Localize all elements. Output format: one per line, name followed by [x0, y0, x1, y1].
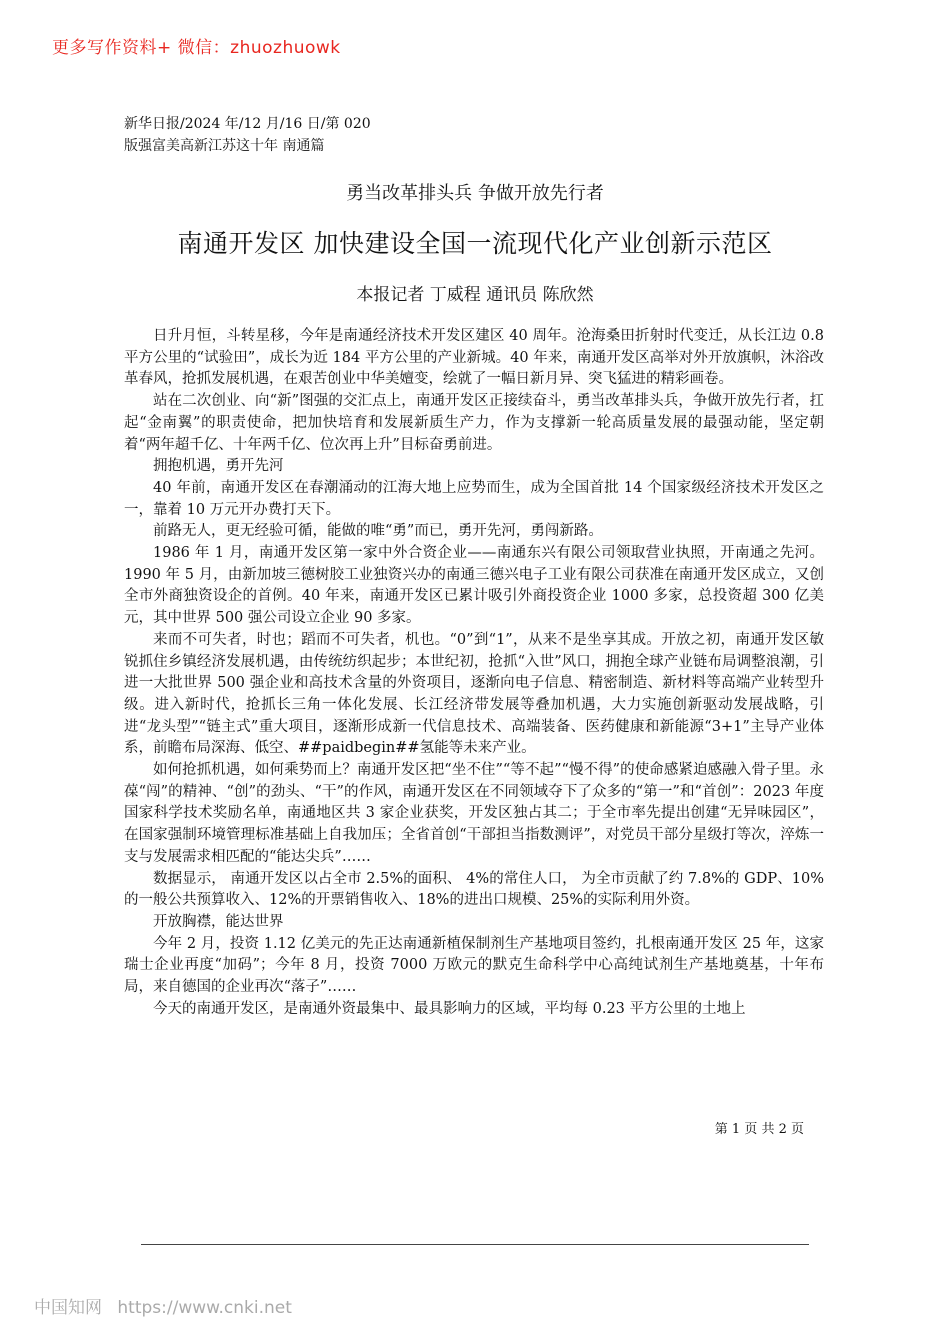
article-headline: 南通开发区 加快建设全国一流现代化产业创新示范区: [177, 229, 773, 258]
paragraph: 40 年前，南通开发区在春潮涌动的江海大地上应势而生，成为全国首批 14 个国家级经济技术开发区之一，靠着 10 万元开办费打天下。: [124, 479, 824, 518]
page-number: 第 1 页 共 2 页: [714, 1122, 804, 1137]
source-citation: [124, 113, 371, 157]
paragraph: 1986 年 1 月，南通开发区第一家中外合资企业——南通东兴有限公司领取营业执照，开南通之先河。1990 年 5 月，由新加坡三德树胶工业独资兴办的南通三德兴电子工业有限公司获准在南通开发区成立，又创全市外商独资设企的首例。40 年来，南通开发区已累计吸引外商投资企业 1000 多家，总投资超 300 亿美元，其中世界 500 强公司设立企业 90 多家。: [124, 545, 824, 627]
watermark-brand: 中国知网: [34, 1298, 102, 1318]
paragraph: 今年 2 月，投资 1.12 亿美元的先正达南通新植保制剂生产基地项目签约，扎根南通开发区 25 年，这家瑞士企业再度“加码”；今年 8 月，投资 7000 万欧元的默克生命科学中心高纯试剂生产基地奠基，十年布局，来自德国的企业再次“落子”……: [124, 935, 824, 996]
paragraph: 如何抢抓机遇，如何乘势而上？南通开发区把“坐不住”“等不起”“慢不得”的使命感紧迫感融入骨子里。永葆“闯”的精神、“创”的劲头、“干”的作风，南通开发区在不同领域夺下了众多的“第一”和“首创”：2023 年度国家科学技术奖励名单，南通地区共 3 家企业获奖，开发区独占其二；于全市率先提出创建“无异味园区”，在国家强制环境管理标准基础上自我加压；全省首创“干部担当指数测评”，对党员干部分星级打等次，淬炼一支与发展需求相匹配的“能达尖兵”……: [124, 762, 824, 865]
watermark-url[interactable]: https://www.cnki.net: [117, 1298, 292, 1318]
source-line-2: 版强富美高新江苏这十年 南通篇: [124, 138, 325, 154]
section-heading: 开放胸襟，能达世界: [153, 913, 284, 930]
source-line-1: 新华日报/2024 年/12 月/16 日/第 020: [124, 116, 371, 132]
cnki-watermark: [34, 1293, 302, 1318]
promo-banner[interactable]: 更多写作资料+ 微信：zhuozhuowk: [52, 38, 341, 58]
section-heading: 拥抱机遇，勇开先河: [153, 458, 284, 475]
paragraph: 今天的南通开发区，是南通外资最集中、最具影响力的区域，平均每 0.23 平方公里的土地上: [153, 1000, 746, 1017]
paragraph: 前路无人，更无经验可循，能做的唯“勇”而已，勇开先河，勇闯新路。: [153, 523, 603, 540]
paragraph: 日升月恒，斗转星移，今年是南通经济技术开发区建区 40 周年。沧海桑田折射时代变迁，从长江边 0.8 平方公里的“试验田”，成长为近 184 平方公里的产业新城。40 年来，南通开发区高举对外开放旗帜，沐浴改革春风，抢抓发展机遇，在艰苦创业中华美嬗变，绘就了一幅日新月异、突飞猛进的精彩画卷。: [124, 328, 824, 388]
paragraph: 数据显示， 南通开发区以占全市 2.5%的面积、 4%的常住人口， 为全市贡献了约 7.8%的 GDP、10%的一般公共预算收入、12%的开票销售收入、18%的进出口规模、25%的实际利用外资。: [124, 870, 824, 909]
footer-divider: [141, 1244, 809, 1245]
article-byline: 本报记者 丁威程 通讯员 陈欣然: [356, 285, 594, 305]
article-kicker: 勇当改革排头兵 争做开放先行者: [346, 183, 604, 204]
paragraph: 来而不可失者，时也；蹈而不可失者，机也。“0”到“1”，从来不是坐享其成。开放之初，南通开发区敏锐抓住乡镇经济发展机遇，由传统纺织起步；本世纪初，抢抓“入世”风口，拥抱全球产业链布局调整浪潮，引进一大批世界 500 强企业和高技术含量的外资项目，逐渐向电子信息、精密制造、新材料等高端产业转型升级。进入新时代，抢抓长三角一体化发展、长江经济带发展等叠加机遇，大力实施创新驱动发展战略，引进“龙头型”“链主式”重大项目，逐渐形成新一代信息技术、高端装备、医药健康和新能源“3+1”主导产业体系，前瞻布局深海、低空、##paidbegin##氢能等未来产业。: [124, 631, 824, 757]
paragraph: 站在二次创业、向“新”图强的交汇点上，南通开发区正接续奋斗，勇当改革排头兵，争做开放先行者，扛起“金南翼”的职责使命，把加快培育和发展新质生产力，作为支撑新一轮高质量发展的最强动能，坚定朝着“两年超千亿、十年两千亿、位次再上升”目标奋勇前进。: [124, 393, 824, 453]
article-body: [124, 326, 824, 1021]
